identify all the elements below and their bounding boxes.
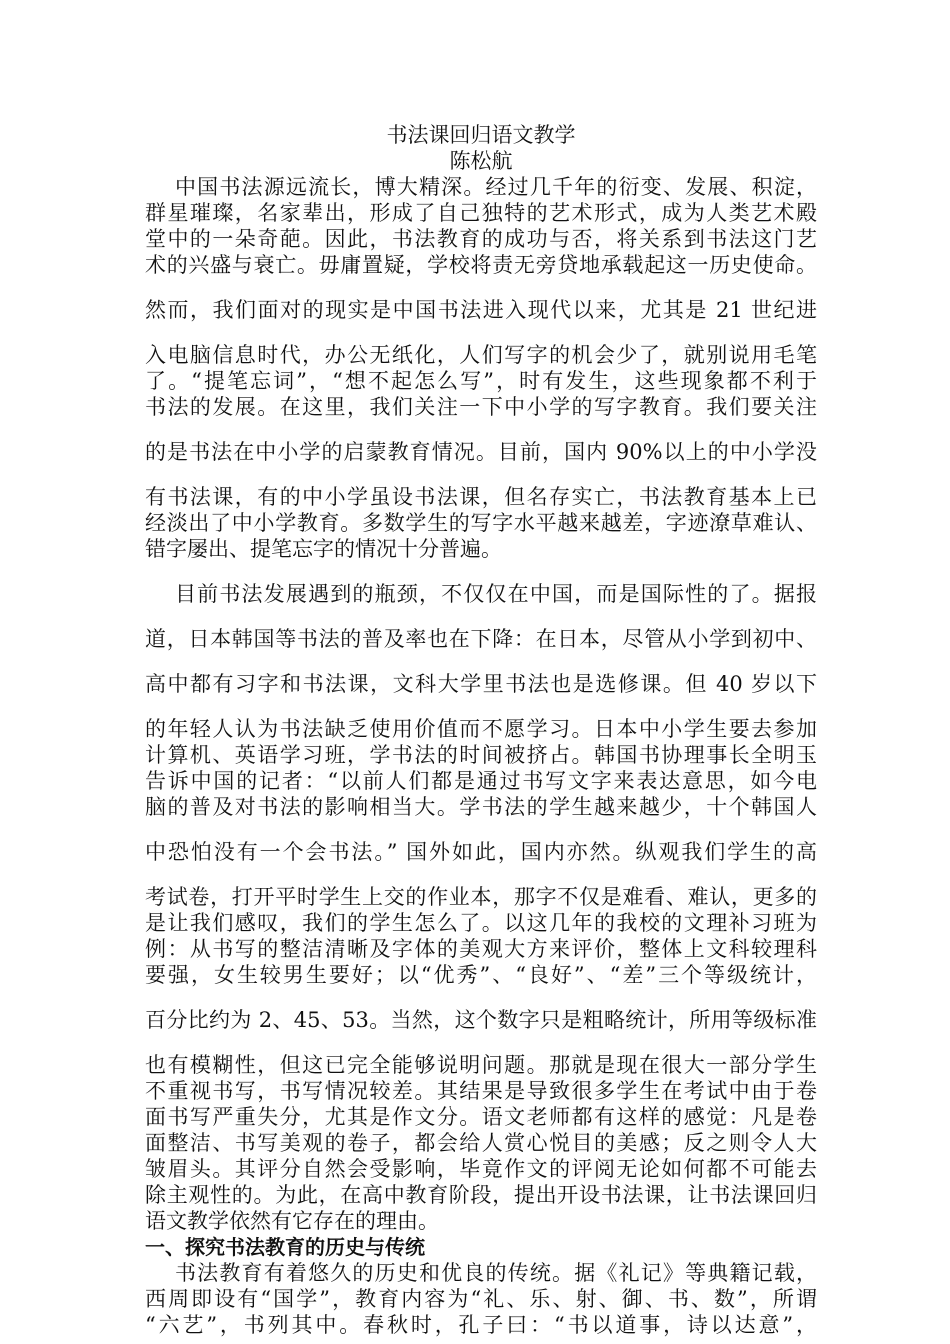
text-line: 西周即设有“国学”，教育内容为“礼、乐、射、御、书、数”，所谓 <box>145 1287 817 1311</box>
text-line: 是让我们感叹，我们的学生怎么了。以这几年的我校的文理补习班为 <box>145 911 817 935</box>
text-line: 经淡出了中小学教育。多数学生的写字水平越来越差，字迹潦草难认、 <box>145 511 817 535</box>
text-line: 中恐怕没有一个会书法。” 国外如此，国内亦然。纵观我们学生的高 <box>145 840 817 864</box>
document-page <box>145 122 817 1338</box>
text-line: 也有模糊性，但这已完全能够说明问题。那就是现在很大一部分学生 <box>145 1053 817 1077</box>
text-line: 语文教学依然有它存在的理由。 <box>145 1209 439 1233</box>
text-line: 百分比约为 2、45、53。当然，这个数字只是粗略统计，所用等级标准 <box>145 1008 817 1032</box>
text-line: 要强，女生较男生要好；以“优秀”、“良好”、“差”三个等级统计， <box>145 963 817 987</box>
text-line: 皱眉头。其评分自然会受影响，毕竟作文的评阅无论如何都不可能去 <box>145 1157 817 1181</box>
text-line: 有书法课，有的中小学虽设书法课，但名存实亡，书法教育基本上已 <box>145 485 817 509</box>
text-line: 错字屡出、提笔忘字的情况十分普遍。 <box>145 537 502 561</box>
text-line: 告诉中国的记者：“以前人们都是通过书写文字来表达意思，如今电 <box>145 769 817 793</box>
text-line: 不重视书写，书写情况较差。其结果是导致很多学生在考试中由于卷 <box>145 1079 817 1103</box>
text-line: 群星璀璨，名家辈出，形成了自己独特的艺术形式，成为人类艺术殿 <box>145 201 817 225</box>
text-line: 目前书法发展遇到的瓶颈，不仅仅在中国，而是国际性的了。据报 <box>175 582 817 606</box>
text-line: 书法的发展。在这里，我们关注一下中小学的写字教育。我们要关注 <box>145 395 817 419</box>
text-line: 道，日本韩国等书法的普及率也在下降：在日本，尽管从小学到初中、 <box>145 627 817 651</box>
text-line: 脑的普及对书法的影响相当大。学书法的学生越来越少，十个韩国人 <box>145 795 817 819</box>
text-line: 入电脑信息时代，办公无纸化，人们写字的机会少了，就别说用毛笔 <box>145 343 817 367</box>
document-title: 书法课回归语文教学 <box>386 123 576 147</box>
text-line: 面书写严重失分，尤其是作文分。语文老师都有这样的感觉：凡是卷 <box>145 1105 817 1129</box>
text-line: 堂中的一朵奇葩。因此，书法教育的成功与否，将关系到书法这门艺 <box>145 227 817 251</box>
text-line: 计算机、英语学习班，学书法的时间被挤占。韩国书协理事长全明玉 <box>145 743 817 767</box>
text-line: “六艺”，书列其中。春秋时，孔子曰：“书以道事，诗以达意”， <box>145 1313 817 1337</box>
document-author: 陈松航 <box>449 149 513 173</box>
document-body <box>145 174 817 1234</box>
text-line: 考试卷，打开平时学生上交的作业本，那字不仅是难看、难认，更多的 <box>145 885 817 909</box>
text-line: 例：从书写的整洁清晰及字体的美观大方来评价，整体上文科较理科 <box>145 937 817 961</box>
text-line: 面整洁、书写美观的卷子，都会给人赏心悦目的美感；反之则令人大 <box>145 1131 817 1155</box>
text-line: 的年轻人认为书法缺乏使用价值而不愿学习。日本中小学生要去参加 <box>145 717 817 741</box>
text-line: 书法教育有着悠久的历史和优良的传统。据《礼记》等典籍记载， <box>175 1261 817 1285</box>
text-line: 高中都有习字和书法课，文科大学里书法也是选修课。但 40 岁以下 <box>145 672 817 696</box>
text-line: 了。“提笔忘词”，“想不起怎么写”，时有发生，这些现象都不利于 <box>145 369 817 393</box>
section-body <box>145 1260 817 1338</box>
text-line: 然而，我们面对的现实是中国书法进入现代以来，尤其是 21 世纪进 <box>145 298 817 322</box>
text-line: 中国书法源远流长，博大精深。经过几千年的衍变、发展、积淀， <box>175 175 817 199</box>
text-line: 术的兴盛与衰亡。毋庸置疑，学校将责无旁贷地承载起这一历史使命。 <box>145 253 817 277</box>
text-line: 除主观性的。为此，在高中教育阶段，提出开设书法课，让书法课回归 <box>145 1183 817 1207</box>
text-line: 的是书法在中小学的启蒙教育情况。目前，国内 90%以上的中小学没 <box>145 440 817 464</box>
section-heading: 一、探究书法教育的历史与传统 <box>145 1235 425 1259</box>
